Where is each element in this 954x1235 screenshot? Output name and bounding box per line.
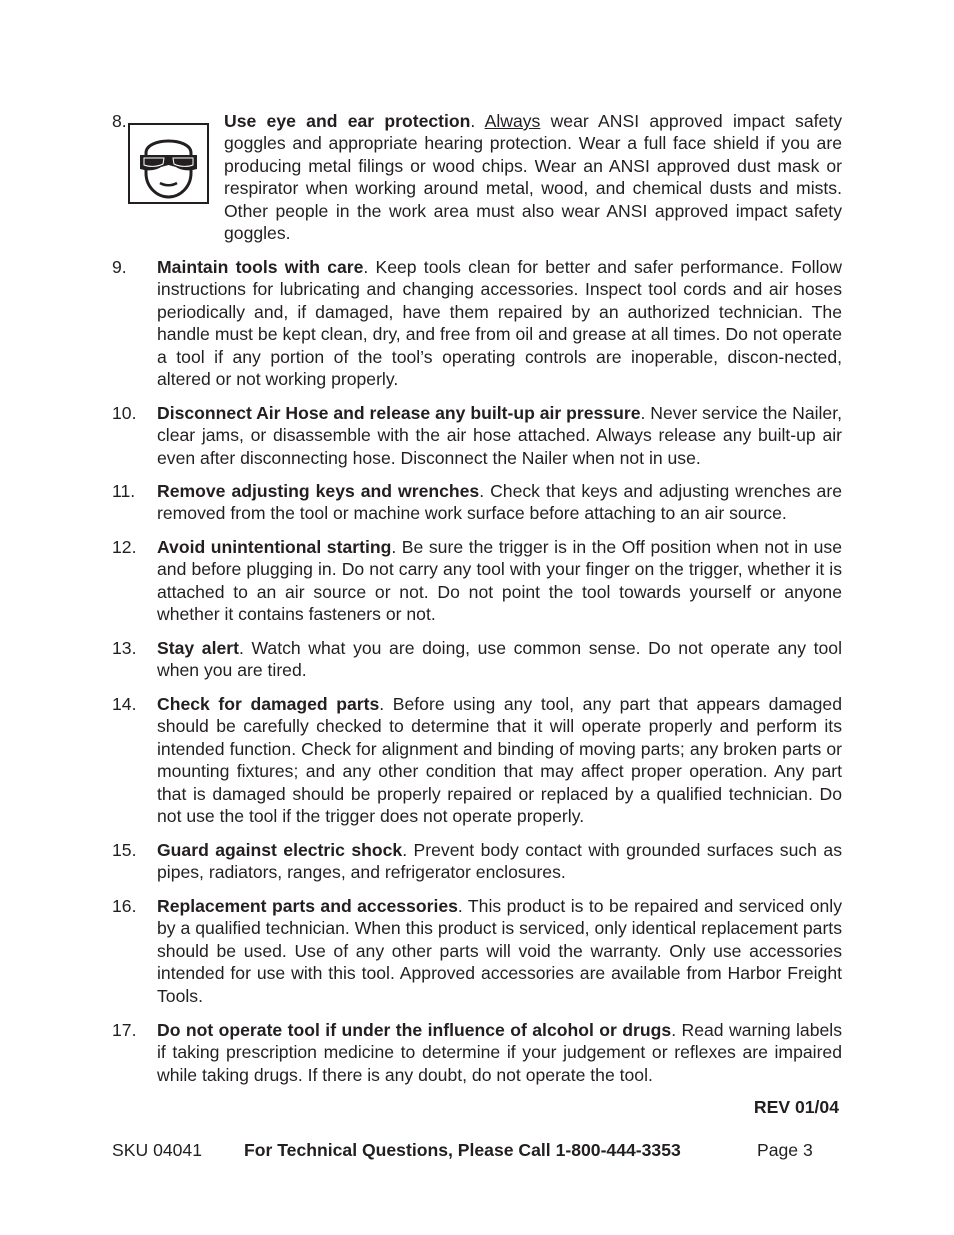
item-8-text [224,110,842,244]
item-15-body: . Prevent body contact with grounded surfaces such as pipes, radiators, ranges, and refrigerator enclosures. [157,840,842,883]
item-number-9: 9. [112,257,127,277]
item-16-text [157,895,842,1007]
item-number-15: 15. [112,840,137,860]
item-15-title: Guard against electric shock [157,840,403,860]
footer-page-number: Page 3 [757,1140,813,1160]
item-number-8: 8. [112,111,127,131]
item-number-17: 17. [112,1020,137,1040]
item-8-body: wear ANSI approved impact safety goggles and appropriate hearing protection. Wear a full face shield if you are producing metal filings or wood chips. Wear an ANSI approved dust mask or respirator when working around metal, wood, and chemical dusts and mists. Other people in the work area must also wear ANSI approved impact safety goggles. [224,111,843,244]
safety-goggles-icon [128,123,209,204]
item-17-text [157,1019,842,1086]
item-11-body: . Check that keys and adjusting wrenches are removed from the tool or machine work surface before attaching to an air source. [157,481,842,524]
item-17-body: . Read warning labels if taking prescription medicine to determine if your judgement or reflexes are impaired while taking drugs. If there is any doubt, do not operate the tool. [157,1020,842,1085]
item-11-text [157,480,842,525]
item-number-10: 10. [112,403,137,423]
item-number-13: 13. [112,638,137,658]
item-11-title: Remove adjusting keys and wrenches [157,481,480,501]
item-12-text [157,536,842,626]
footer-sku: SKU 04041 [112,1140,202,1160]
item-number-14: 14. [112,694,137,714]
item-10-title: Disconnect Air Hose and release any built-up air pressure [157,403,641,423]
footer-tech-line: For Technical Questions, Please Call 1-800-444-3353 [244,1140,681,1160]
item-16-body: . This product is to be repaired and serviced only by a qualified technician. When this product is serviced, only identical replacement parts should be used. Use of any other parts will void the warranty. Only use accessories intended for use with this tool. Approved accessories are available from Harbor Freight Tools. [157,896,842,1006]
item-16-title: Replacement parts and accessories [157,896,458,916]
item-number-16: 16. [112,896,137,916]
revision-label: REV 01/04 [753,1097,839,1117]
item-8-underline: Always [484,111,541,131]
item-13-title: Stay alert [157,638,239,658]
item-9-text [157,256,842,390]
item-12-title: Avoid unintentional starting [157,537,392,557]
item-14-text [157,693,842,827]
item-13-text [157,637,842,682]
item-17-title: Do not operate tool if under the influence of alcohol or drugs [157,1020,672,1040]
item-10-body: . Never service the Nailer, clear jams, or disassemble with the air hose attached. Always release any built-up air even after disconnecting hose. Disconnect the Nailer when not in use. [157,403,842,468]
item-12-body: . Be sure the trigger is in the Off position when not in use and before plugging in. Do not carry any tool with your finger on the trigger, whether it is attached to an air source or not. Do not point the tool towards yourself or anyone whether it contains fasteners or not. [157,537,842,625]
item-10-text [157,402,842,469]
item-8-title: Use eye and ear protection [224,111,471,131]
item-9-body: . Keep tools clean for better and safer performance. Follow instructions for lubricating and changing accessories. Inspect tool cords and air hoses periodically and, if damaged, have them repaired by an authorized technician. The handle must be kept clean, dry, and free from oil and grease at all times. Do not operate a tool if any portion of the tool’s operating controls are inoperable, discon-nected, altered or not working properly. [157,257,842,390]
item-8-punct: . [470,111,485,131]
goggles-face-icon [130,125,207,202]
item-9-title: Maintain tools with care [157,257,364,277]
item-15-text [157,839,842,884]
item-14-body: . Before using any tool, any part that appears damaged should be carefully checked to determine that it will operate properly and perform its intended function. Check for alignment and binding of moving parts; any broken parts or mounting fixtures; and any other condition that may affect proper operation. Any part that is damaged should be properly repaired or replaced by a qualified technician. Do not use the tool if the trigger does not operate properly. [157,694,842,827]
item-14-title: Check for damaged parts [157,694,380,714]
item-number-11: 11. [112,481,136,501]
item-13-body: . Watch what you are doing, use common sense. Do not operate any tool when you are tired. [157,638,842,681]
item-number-12: 12. [112,537,137,557]
